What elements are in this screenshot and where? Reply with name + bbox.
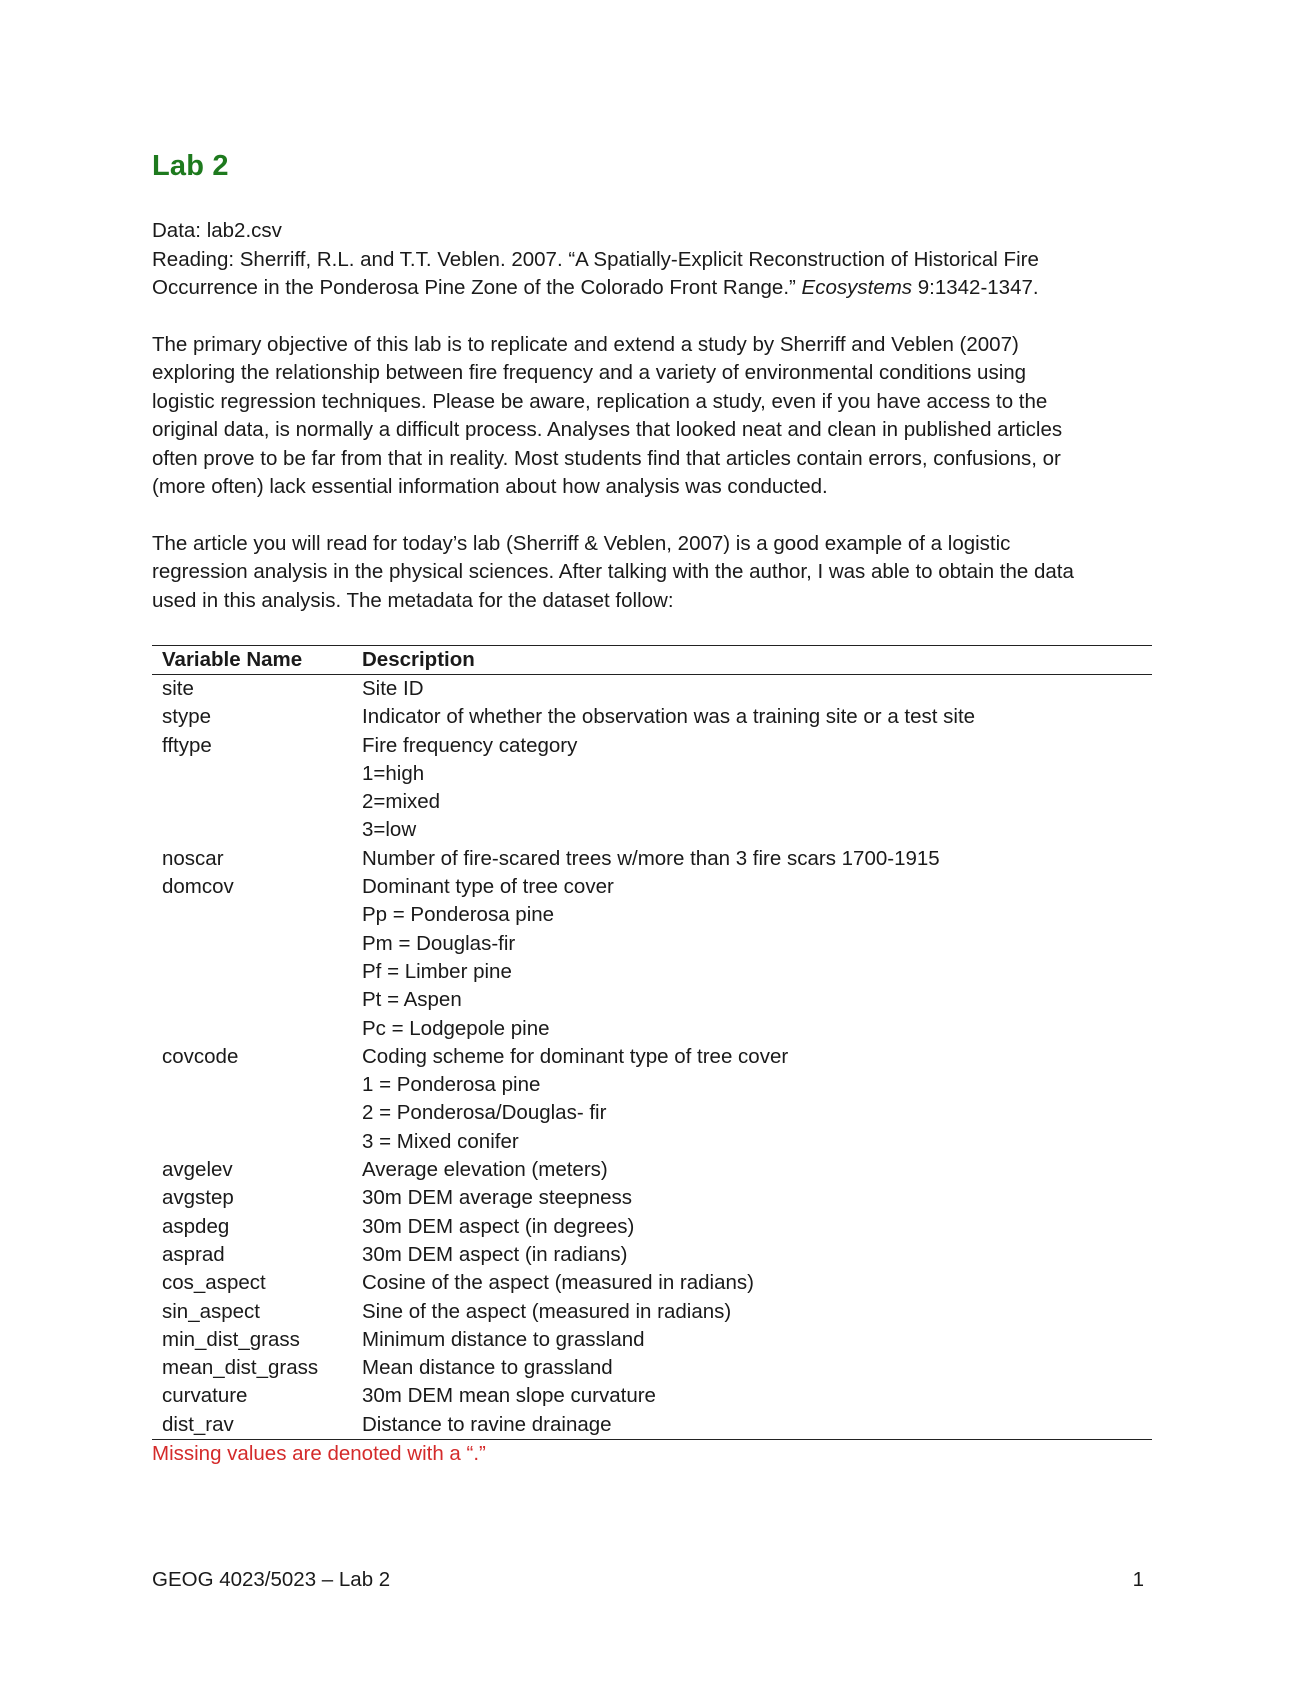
description-cell	[352, 1298, 1152, 1326]
description-line: 1=high	[362, 761, 425, 785]
table-row	[152, 845, 1152, 873]
description-line: Fire frequency category	[362, 733, 578, 757]
description-line: 30m DEM average steepness	[362, 1186, 633, 1210]
table-row	[152, 703, 1152, 731]
variable-name-cell: domcov	[162, 875, 234, 899]
description-line: Mean distance to grassland	[362, 1356, 613, 1380]
data-line: Data: lab2.csv	[152, 219, 282, 242]
description-line: Coding scheme for dominant type of tree cover	[362, 1044, 789, 1068]
table-row	[152, 1326, 1152, 1354]
description-line: Pc = Lodgepole pine	[362, 1016, 550, 1040]
paragraph-line: logistic regression techniques. Please be aware, replication a study, even if you have access to the	[152, 389, 1048, 413]
variable-name-cell: avgstep	[162, 1186, 234, 1210]
variable-name-cell: fftype	[162, 733, 212, 757]
variable-name-cell: covcode	[162, 1044, 239, 1068]
journal-name: Ecosystems	[801, 276, 913, 299]
table-row	[152, 1298, 1152, 1326]
description-cell	[352, 1382, 1152, 1410]
variable-name-cell: site	[162, 677, 194, 700]
description-cell	[352, 873, 1152, 1043]
page-number: 1	[1132, 1568, 1144, 1591]
description-line: 1 = Ponderosa pine	[362, 1073, 541, 1097]
paragraph-line: original data, is normally a difficult process. Analyses that looked neat and clean in published articles	[152, 418, 1063, 441]
objective-paragraph	[152, 331, 1152, 502]
variable-name-cell: aspdeg	[162, 1214, 230, 1238]
variable-name-cell: avgelev	[162, 1158, 233, 1182]
paragraph-line: exploring the relationship between fire frequency and a variety of environmental conditions using	[152, 361, 1027, 384]
description-cell	[352, 732, 1152, 845]
paragraph-line: The primary objective of this lab is to replicate and extend a study by Sherriff and Veblen (2007)	[152, 332, 1019, 356]
variable-name-cell: sin_aspect	[162, 1299, 261, 1323]
description-cell	[352, 675, 1152, 704]
page-title: Lab 2	[152, 150, 229, 182]
table-body	[152, 675, 1152, 1440]
variable-name-cell: asprad	[162, 1242, 225, 1266]
table-row	[152, 1269, 1152, 1297]
description-line: 30m DEM mean slope curvature	[362, 1384, 656, 1408]
description-line: Pf = Limber pine	[362, 959, 512, 983]
description-cell	[352, 1269, 1152, 1297]
paragraph-line: often prove to be far from that in reality. Most students find that articles contain errors, confusions, or	[152, 446, 1061, 470]
variable-name-cell: dist_rav	[152, 1411, 352, 1440]
description-line: Site ID	[362, 677, 424, 700]
paragraph-line: The article you will read for today’s lab (Sherriff & Veblen, 2007) is a good example of a logistic	[152, 531, 1011, 555]
reading-citation: 9:1342-1347.	[912, 276, 1039, 299]
document-page	[152, 150, 1152, 1468]
variable-name-cell: min_dist_grass	[162, 1327, 300, 1351]
description-cell	[352, 1156, 1152, 1184]
description-line: Average elevation (meters)	[362, 1158, 608, 1182]
description-cell	[352, 1184, 1152, 1212]
description-line: Number of fire-scared trees w/more than 3 fire scars 1700-1915	[362, 846, 940, 870]
reading-line-1: Reading: Sherriff, R.L. and T.T. Veblen. 2007. “A Spatially-Explicit Reconstruction of Historical Fire	[152, 247, 1039, 271]
table-row	[152, 873, 1152, 1043]
column-header-variable-name: Variable Name	[152, 646, 352, 675]
table-header-row	[152, 646, 1152, 675]
table-row	[152, 1184, 1152, 1212]
description-cell	[352, 1326, 1152, 1354]
table-row	[152, 1043, 1152, 1156]
paragraph-line: (more often) lack essential information about how analysis was conducted.	[152, 475, 828, 498]
paragraph-line: used in this analysis. The metadata for the dataset follow:	[152, 588, 674, 612]
footer-course: GEOG 4023/5023 – Lab 2	[152, 1568, 391, 1591]
variable-name-cell: cos_aspect	[162, 1271, 266, 1295]
description-line: Pp = Ponderosa pine	[362, 903, 555, 927]
page-footer	[152, 1568, 1152, 1592]
variable-name-cell: noscar	[162, 846, 224, 870]
variable-name-cell: stype	[162, 705, 211, 729]
description-cell	[352, 1213, 1152, 1241]
description-line: 2=mixed	[362, 790, 441, 814]
table-row	[152, 675, 1152, 704]
description-line: 2 = Ponderosa/Douglas- fir	[362, 1101, 607, 1125]
column-header-description: Description	[352, 646, 1152, 675]
description-line: Distance to ravine drainage	[362, 1412, 612, 1436]
description-cell	[352, 845, 1152, 873]
description-line: Minimum distance to grassland	[362, 1327, 645, 1351]
description-cell	[352, 1354, 1152, 1382]
description-line: Sine of the aspect (measured in radians)	[362, 1299, 732, 1323]
description-cell	[352, 1241, 1152, 1269]
description-line: 30m DEM aspect (in radians)	[362, 1242, 628, 1266]
table-row	[152, 1156, 1152, 1184]
description-line: Pm = Douglas-fir	[362, 931, 516, 955]
description-line: Pt = Aspen	[362, 988, 462, 1012]
reading-text: Occurrence in the Ponderosa Pine Zone of the Colorado Front Range.”	[152, 276, 802, 299]
reading-line-2	[152, 274, 1152, 303]
description-line: Dominant type of tree cover	[362, 875, 614, 899]
article-paragraph	[152, 530, 1152, 616]
table-row	[152, 1382, 1152, 1410]
table-row	[152, 1411, 1152, 1440]
paragraph-line: regression analysis in the physical sciences. After talking with the author, I was able to obtain the data	[152, 560, 1074, 583]
missing-values-note: Missing values are denoted with a “.”	[152, 1442, 486, 1466]
table-row	[152, 1213, 1152, 1241]
description-cell	[352, 1043, 1152, 1156]
metadata-table	[152, 645, 1152, 1440]
table-row	[152, 1354, 1152, 1382]
description-line: 3=low	[362, 818, 417, 842]
table-row	[152, 1241, 1152, 1269]
description-line: 3 = Mixed conifer	[362, 1129, 519, 1153]
variable-name-cell: curvature	[162, 1384, 248, 1408]
variable-name-cell: mean_dist_grass	[162, 1356, 319, 1380]
table-row	[152, 732, 1152, 845]
description-cell	[352, 703, 1152, 731]
description-line: Indicator of whether the observation was a training site or a test site	[362, 705, 976, 729]
description-line: Cosine of the aspect (measured in radians)	[362, 1271, 754, 1295]
description-cell	[352, 1411, 1152, 1440]
description-line: 30m DEM aspect (in degrees)	[362, 1214, 635, 1238]
